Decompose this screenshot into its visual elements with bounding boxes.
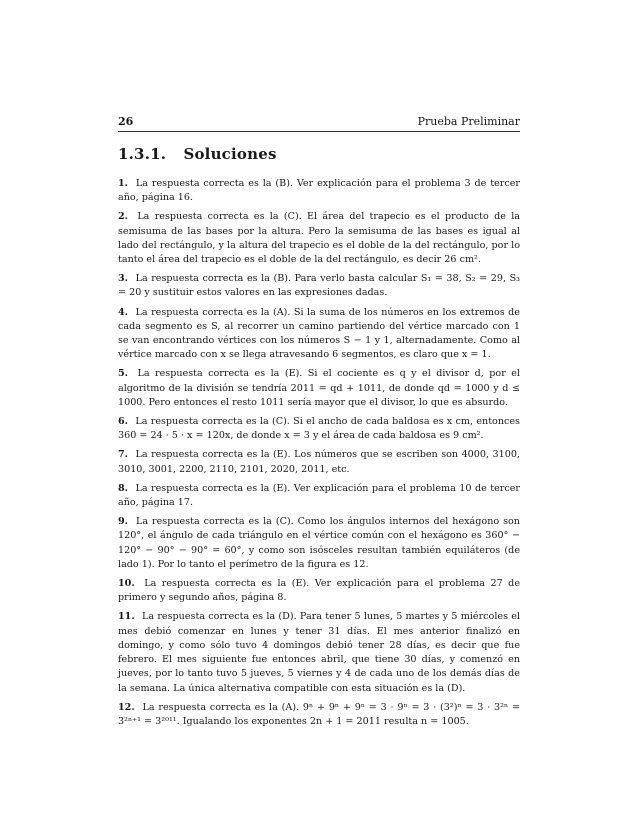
solution-item — [118, 701, 520, 729]
item-number: 9. — [118, 516, 129, 528]
section-number: 1.3.1. — [118, 145, 167, 163]
item-number: 4. — [118, 306, 129, 318]
item-number: 10. — [118, 578, 135, 590]
item-number: 5. — [118, 368, 129, 380]
item-text: La respuesta correcta es la (A). 9ⁿ + 9ⁿ + 9ⁿ = 3 · 9ⁿ = 3 · (3²)ⁿ = 3 · 3²ⁿ = 3²ⁿ⁺¹ = 3²⁰¹¹. Igualando los exponentes 2n + 1 = 2011 resulta n = 1005. — [118, 701, 520, 727]
solution-item — [118, 448, 520, 476]
solution-item — [118, 515, 520, 572]
item-number: 7. — [118, 449, 129, 461]
item-number: 3. — [118, 273, 129, 285]
solution-item — [118, 177, 520, 205]
item-text: La respuesta correcta es la (D). Para tener 5 lunes, 5 martes y 5 miércoles el mes debió comenzar en lunes y tener 31 días. El mes anterior finalizó en domingo, y como sólo tuvo 4 domingos debió tener 28 días, es decir que fue febrero. El mes siguiente fue entonces abril, que tiene 30 días, y comenzó en jueves, por lo tanto tuvo 5 jueves, 5 viernes y 4 de cada uno de los demás días de la semana. La única alternativa compatible con esta situación es la (D). — [118, 611, 521, 694]
solution-item — [118, 210, 520, 267]
item-text: La respuesta correcta es la (C). Como los ángulos internos del hexágono son 120°, el ángulo de cada triángulo en el vértice común con el hexágono es 360° − 120° − 90° − 90° = 60°, y como son isósceles resultan también equiláteros (de lado 1). Por lo tanto el perímetro de la figura es 12. — [118, 516, 520, 570]
item-text: La respuesta correcta es la (C). Si el ancho de cada baldosa es x cm, entonces 360 = 24 · 5 · x = 120x, de donde x = 3 y el área de cada baldosa es 9 cm². — [118, 416, 520, 442]
item-text: La respuesta correcta es la (B). Ver explicación para el problema 3 de tercer año, página 16. — [118, 178, 520, 204]
page-header — [118, 112, 520, 132]
solutions-list — [118, 177, 520, 734]
section-title: Soluciones — [183, 145, 277, 163]
page-number: 26 — [118, 115, 134, 128]
solution-item — [118, 415, 520, 443]
solution-item — [118, 610, 520, 695]
item-text: La respuesta correcta es la (A). Si la suma de los números en los extremos de cada segmento es S, al recorrer un camino partiendo del vértice marcado con 1 se van encontrando vértices con los números S − 1 y 1, alternadamente. Como al vértice marcado con x se llega atravesando 6 segmentos, es claro que x = 1. — [118, 306, 520, 361]
item-text: La respuesta correcta es la (E). Ver explicación para el problema 27 de primero y segundo años, página 8. — [118, 578, 520, 604]
item-number: 8. — [118, 482, 129, 494]
item-text: La respuesta correcta es la (C). El área del trapecio es el producto de la semisuma de las bases por la altura. Pero la semisuma de las bases es igual al lado del rectángulo, y la altura del trapecio es el doble de la del rectángulo, por lo tanto el área del trapecio es el doble de la del rectángulo, es decir 26 cm². — [118, 211, 520, 266]
running-title: Prueba Preliminar — [417, 115, 520, 128]
solution-item — [118, 577, 520, 605]
item-number: 2. — [118, 211, 129, 223]
item-number: 11. — [118, 611, 135, 623]
item-number: 12. — [118, 701, 135, 713]
item-text: La respuesta correcta es la (E). Si el cociente es q y el divisor d, por el algoritmo de la división se tendría 2011 = qd + 1011, de donde qd = 1000 y d ≤ 1000. Pero entonces el resto 1011 sería mayor que el divisor, lo que es absurdo. — [118, 368, 520, 408]
solution-item — [118, 482, 520, 510]
solution-item — [118, 367, 520, 410]
item-number: 1. — [118, 178, 129, 189]
item-number: 6. — [118, 416, 129, 428]
solution-item — [118, 306, 520, 363]
solution-item — [118, 272, 520, 300]
item-text: La respuesta correcta es la (E). Los números que se escriben son 4000, 3100, 3010, 3001, 2200, 2110, 2101, 2020, 2011, etc. — [118, 449, 520, 475]
item-text: La respuesta correcta es la (E). Ver explicación para el problema 10 de tercer año, página 17. — [118, 482, 520, 509]
section-heading — [118, 145, 277, 163]
item-text: La respuesta correcta es la (B). Para verlo basta calcular S₁ = 38, S₂ = 29, S₃ = 20 y sustituir estos valores en las expresiones dadas. — [118, 273, 520, 299]
